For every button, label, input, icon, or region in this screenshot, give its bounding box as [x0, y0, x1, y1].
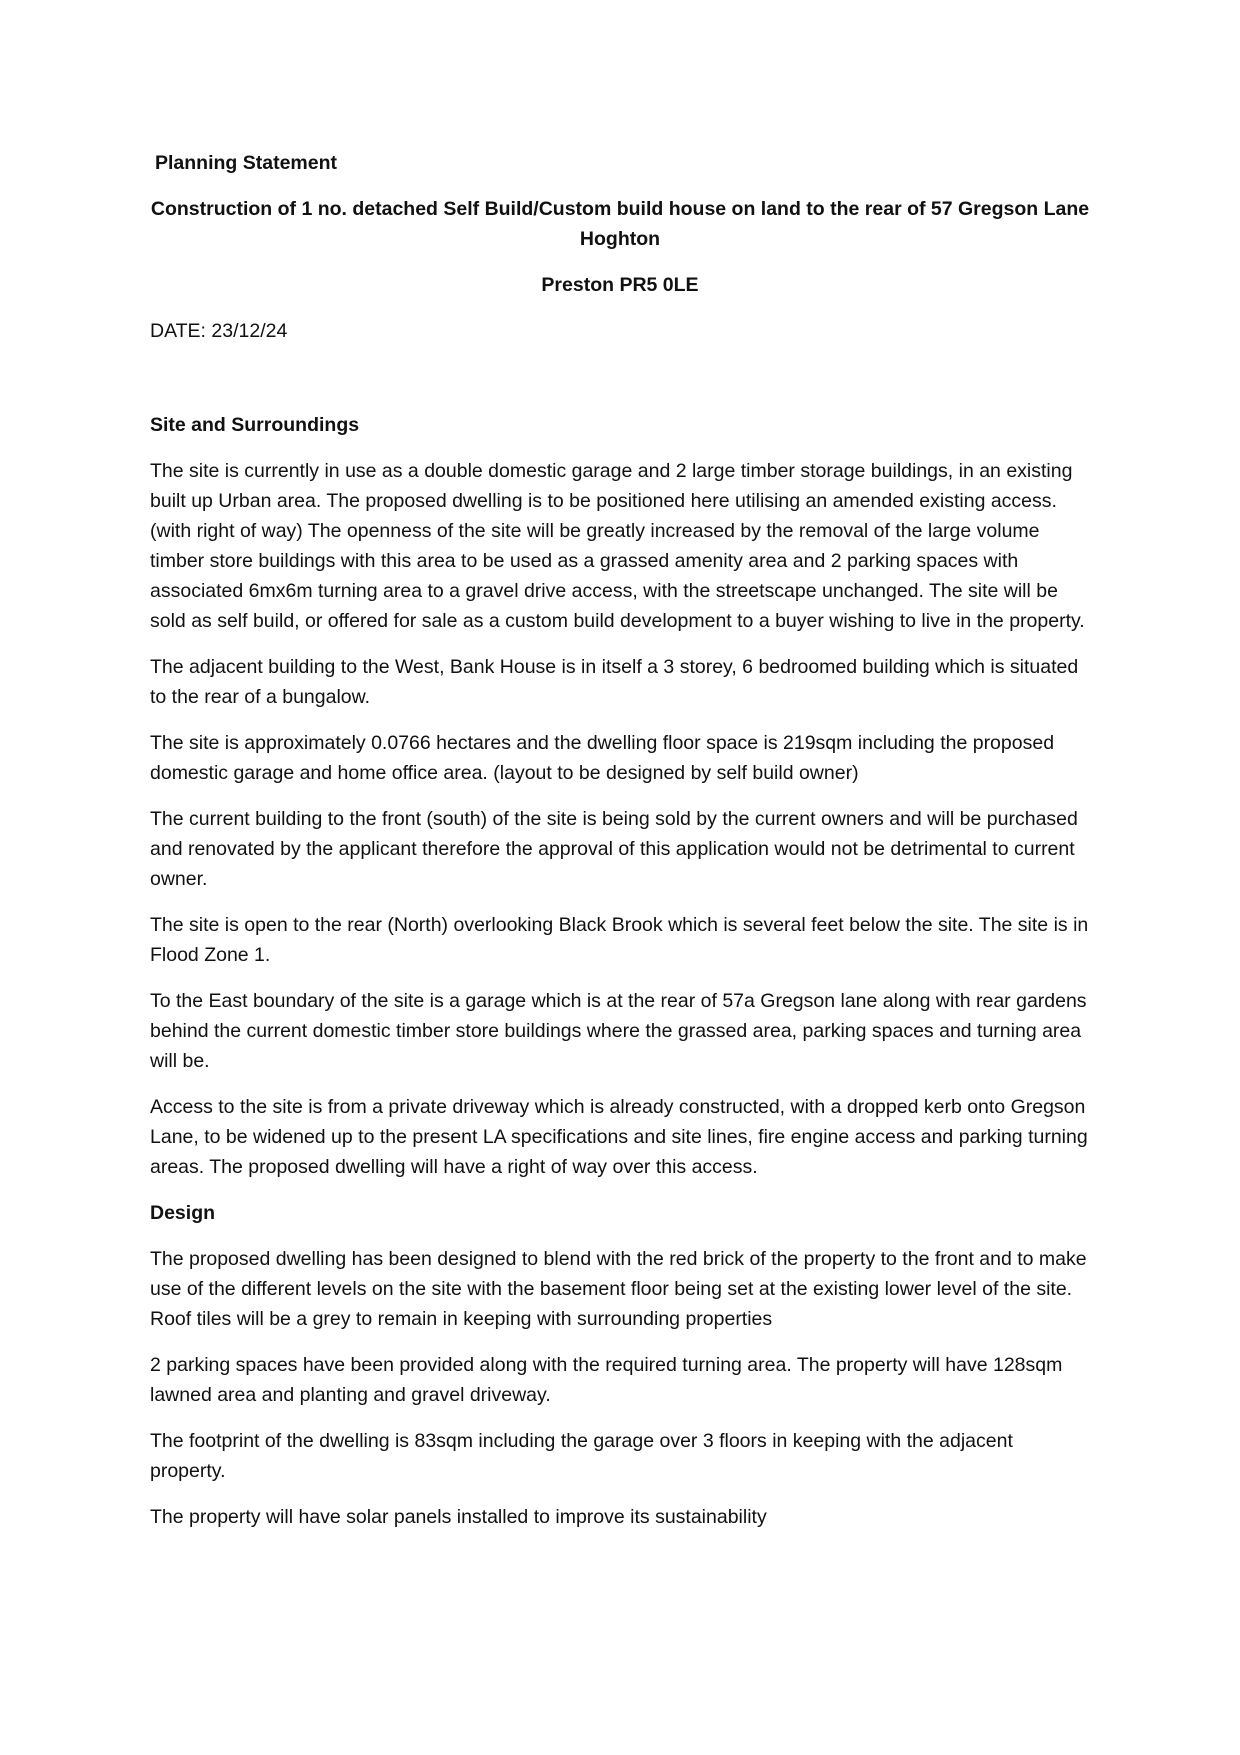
site-paragraph-5: The site is open to the rear (North) overlooking Black Brook which is several feet below the site. The site is in Flood Zone 1. [150, 914, 1089, 966]
document-date: DATE: 23/12/24 [150, 320, 288, 342]
document-title: Construction of 1 no. detached Self Build/Custom build house on land to the rear of 57 Gregson Lane Hoghton [150, 198, 1090, 250]
document-location: Preston PR5 0LE [541, 274, 699, 296]
site-paragraph-7: Access to the site is from a private driveway which is already constructed, with a dropped kerb onto Gregson Lane, to be widened up to the present LA specifications and site lines, fire engine access and parking turning areas. The proposed dwelling will have a right of way over this access. [150, 1096, 1088, 1178]
document-body [150, 148, 1090, 1548]
document-label: Planning Statement [155, 152, 338, 174]
design-paragraph-1: The proposed dwelling has been designed to blend with the red brick of the property to the front and to make use of the different levels on the site with the basement floor being set at the existing lower level of the site. Roof tiles will be a grey to remain in keeping with surrounding properties [150, 1248, 1087, 1330]
design-paragraph-4: The property will have solar panels installed to improve its sustainability [150, 1506, 767, 1528]
section-heading-site: Site and Surroundings [150, 414, 360, 436]
site-paragraph-4: The current building to the front (south) of the site is being sold by the current owners and will be purchased and renovated by the applicant therefore the approval of this application would not be detrimental to current owner. [150, 808, 1078, 890]
design-paragraph-3: The footprint of the dwelling is 83sqm including the garage over 3 floors in keeping with the adjacent property. [150, 1430, 1013, 1482]
site-paragraph-3: The site is approximately 0.0766 hectares and the dwelling floor space is 219sqm including the proposed domestic garage and home office area. (layout to be designed by self build owner) [150, 732, 1055, 784]
site-paragraph-6: To the East boundary of the site is a garage which is at the rear of 57a Gregson lane along with rear gardens behind the current domestic timber store buildings where the grassed area, parking spaces and turning area will be. [150, 990, 1087, 1072]
site-paragraph-1: The site is currently in use as a double domestic garage and 2 large timber storage buildings, in an existing built up Urban area. The proposed dwelling is to be positioned here utilising an amended existing access.(with right of way) The openness of the site will be greatly increased by the removal of the large volume timber store buildings with this area to be used as a grassed amenity area and 2 parking spaces with associated 6mx6m turning area to a gravel drive access, with the streetscape unchanged. The site will be sold as self build, or offered for sale as a custom build development to a buyer wishing to live in the property. [150, 460, 1085, 632]
site-paragraph-2: The adjacent building to the West, Bank House is in itself a 3 storey, 6 bedroomed building which is situated to the rear of a bungalow. [150, 656, 1079, 708]
section-heading-design: Design [150, 1202, 216, 1224]
design-paragraph-2: 2 parking spaces have been provided along with the required turning area. The property will have 128sqm lawned area and planting and gravel driveway. [150, 1354, 1063, 1406]
